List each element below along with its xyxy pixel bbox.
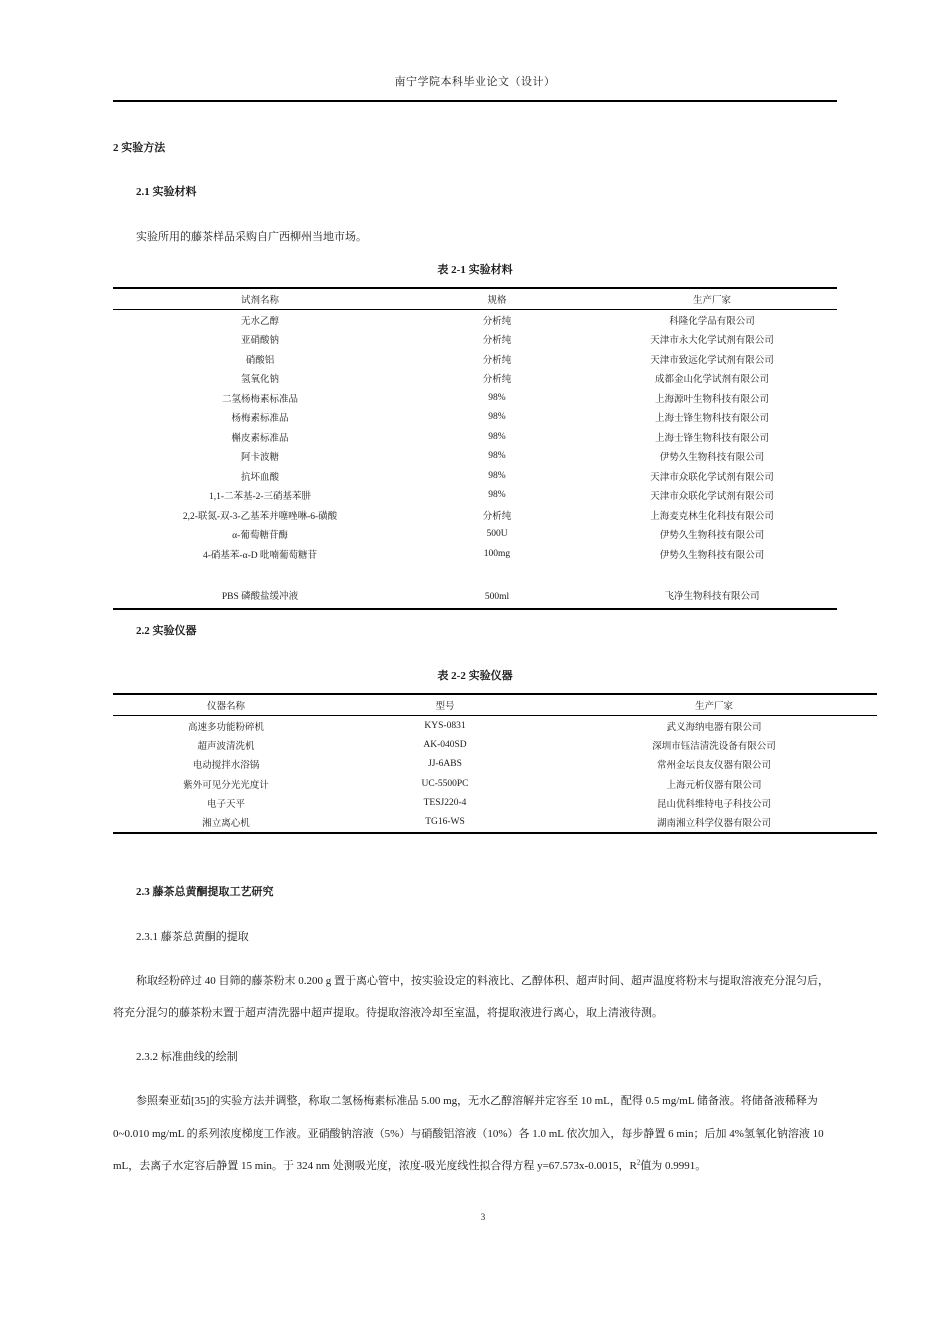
table-cell: 分析纯	[482, 316, 512, 327]
table-cell: 湖南湘立科学仪器有限公司	[656, 819, 771, 830]
table-cell: 500ml	[484, 591, 510, 602]
table-row	[113, 793, 877, 812]
subsection-heading-2-2: 2.2 实验仪器	[136, 625, 197, 637]
instruments-table	[113, 693, 877, 834]
table-cell: 98%	[488, 470, 506, 481]
table-cell: 超声波清洗机	[197, 741, 255, 752]
section-heading: 2 实验方法	[113, 142, 166, 154]
paragraph-line: 称取经粉碎过 40 目筛的藤茶粉末 0.200 g 置于离心管中，按实验设定的料液比、乙醇体积、超声时间、超声温度将粉末与提取溶液充分混匀后，	[136, 975, 829, 987]
table-row	[113, 486, 837, 506]
table-cell: JJ-6ABS	[428, 759, 462, 770]
table-cell: 杨梅素标准品	[231, 414, 289, 425]
table-cell: 科隆化学品有限公司	[669, 316, 755, 327]
table-cell: 天津市致远化学试剂有限公司	[650, 355, 774, 366]
paragraph-text: mL，去离子水定容后静置 15 min。于 324 nm 处测吸光度，浓度-吸光度线性拟合得方程 y=67.573x-0.0015，R	[113, 1160, 637, 1172]
table-cell: KYS-0831	[424, 720, 466, 731]
column-header: 仪器名称	[113, 694, 339, 716]
table-cell: 氢氧化钠	[240, 375, 279, 386]
table-cell: 伊势久生物科技有限公司	[659, 550, 765, 561]
table-cell: 伊势久生物科技有限公司	[659, 453, 765, 464]
table-header-row	[113, 694, 877, 716]
table-cell: 伊势久生物科技有限公司	[659, 531, 765, 542]
table-cell: 天津市众联化学试剂有限公司	[650, 492, 774, 503]
page-number: 3	[480, 1212, 486, 1222]
paragraph-line	[113, 1157, 706, 1173]
table-cell: TG16-WS	[425, 817, 465, 828]
table-cell: 上海麦克林生化科技有限公司	[650, 511, 774, 522]
table-cell: 成都金山化学试剂有限公司	[654, 375, 769, 386]
table-cell: 100mg	[483, 548, 511, 559]
column-header: 规格	[407, 288, 587, 310]
table-cell: 500U	[486, 529, 508, 540]
paragraph-line: 0~0.010 mg/mL 的系列浓度梯度工作液。亚硝酸钠溶液（5%）与硝酸铝溶液（10%）各 1.0 mL 依次加入，每步静置 6 min；后加 4%氢氧化钠溶液 10	[113, 1128, 824, 1140]
table-cell: 湘立离心机	[202, 819, 250, 830]
table-cell: 98%	[488, 451, 506, 462]
table-cell: TESJ220-4	[423, 797, 467, 808]
column-header: 试剂名称	[113, 288, 407, 310]
table-cell: 抗坏血酸	[240, 472, 279, 483]
paragraph-text: 值为 0.9991。	[640, 1160, 707, 1172]
table-cell: 天津市众联化学试剂有限公司	[650, 472, 774, 483]
header-rule	[113, 100, 837, 102]
table-cell: 上海士锋生物科技有限公司	[654, 414, 769, 425]
table1-caption: 表 2-1 实验材料	[437, 264, 513, 276]
table-row	[113, 466, 837, 486]
column-header: 型号	[339, 694, 551, 716]
subsection-heading-2-3-1: 2.3.1 藤茶总黄酮的提取	[136, 931, 249, 943]
table-cell: 2,2-联氮-双-3-乙基苯并噻唑啉-6-磺酸	[182, 511, 338, 522]
table-row	[113, 388, 837, 408]
table-row	[113, 564, 837, 609]
table-cell: 硝酸铝	[245, 355, 275, 366]
column-header: 生产厂家	[587, 288, 837, 310]
table-cell: 上海士锋生物科技有限公司	[654, 433, 769, 444]
table-row	[113, 310, 837, 330]
table-row	[113, 812, 877, 832]
table-cell: 昆山优科维特电子科技公司	[656, 799, 771, 810]
table-row	[113, 755, 877, 774]
table-cell: 阿卡波糖	[240, 453, 279, 464]
paragraph-line: 将充分混匀的藤茶粉末置于超声清洗器中超声提取。待提取溶液冷却至室温，将提取液进行离心，取上清液待测。	[113, 1007, 663, 1019]
table-row	[113, 716, 877, 736]
table-cell: 分析纯	[482, 355, 512, 366]
table-cell: 上海元析仪器有限公司	[666, 780, 762, 791]
table-header-row	[113, 288, 837, 310]
table2-caption: 表 2-2 实验仪器	[437, 670, 513, 682]
table-cell: 无水乙醇	[240, 316, 279, 327]
table-cell: 亚硝酸钠	[240, 336, 279, 347]
subsection-heading-2-1: 2.1 实验材料	[136, 186, 197, 198]
table-cell: AK-040SD	[423, 739, 467, 750]
table-row	[113, 735, 877, 754]
table-cell: UC-5500PC	[421, 778, 469, 789]
column-header: 生产厂家	[551, 694, 877, 716]
table-cell: 分析纯	[482, 375, 512, 386]
table-cell: 1,1-二苯基-2-三硝基苯肼	[208, 492, 312, 503]
table-row	[113, 774, 877, 793]
table-cell: 98%	[488, 490, 506, 501]
table-cell: 4-硝基苯-α-D 吡喃葡萄糖苷	[203, 550, 317, 561]
table-row	[113, 525, 837, 545]
table-cell: 高速多功能粉碎机	[187, 722, 264, 733]
table-cell: 电子天平	[206, 799, 245, 810]
table-cell: 深圳市钰洁清洗设备有限公司	[652, 741, 776, 752]
materials-table	[113, 287, 837, 610]
table-row	[113, 369, 837, 389]
table-cell: 天津市永大化学试剂有限公司	[650, 336, 774, 347]
subsection-heading-2-3-2: 2.3.2 标准曲线的绘制	[136, 1051, 238, 1063]
table-row	[113, 544, 837, 564]
table-cell: 槲皮素标准品	[231, 433, 289, 444]
table-row	[113, 408, 837, 428]
table-cell: 电动搅拌水浴锅	[192, 761, 260, 772]
table-cell: 上海源叶生物科技有限公司	[654, 394, 769, 405]
table-cell: 分析纯	[482, 336, 512, 347]
table-cell: 98%	[488, 412, 506, 423]
page-header: 南宁学院本科毕业论文（设计）	[394, 76, 556, 88]
table-cell: 紫外可见分光光度计	[183, 780, 269, 791]
table-cell: 98%	[488, 431, 506, 442]
table-cell: 二氢杨梅素标准品	[221, 394, 298, 405]
table-cell: 常州金坛良友仪器有限公司	[656, 761, 771, 772]
table-cell: 98%	[488, 392, 506, 403]
table-cell: 飞净生物科技有限公司	[664, 591, 760, 602]
table-row	[113, 349, 837, 369]
table-row	[113, 447, 837, 467]
table-row	[113, 505, 837, 525]
subsection-heading-2-3: 2.3 藤茶总黄酮提取工艺研究	[136, 886, 274, 898]
table-row	[113, 330, 837, 350]
table-cell: PBS 磷酸盐缓冲液	[221, 591, 299, 602]
superscript: 2	[636, 1158, 641, 1167]
table-cell: 分析纯	[482, 511, 512, 522]
table-cell: α-葡萄糖苷酶	[232, 531, 288, 542]
paragraph-line: 参照秦亚茹[35]的实验方法并调整，称取二氢杨梅素标准品 5.00 mg，无水乙醇溶解并定容至 10 mL，配得 0.5 mg/mL 储备液。将储备液稀释为	[136, 1095, 818, 1107]
table-row	[113, 427, 837, 447]
intro-paragraph: 实验所用的藤茶样品采购自广西柳州当地市场。	[136, 231, 367, 243]
table-cell: 武义海纳电器有限公司	[666, 722, 762, 733]
